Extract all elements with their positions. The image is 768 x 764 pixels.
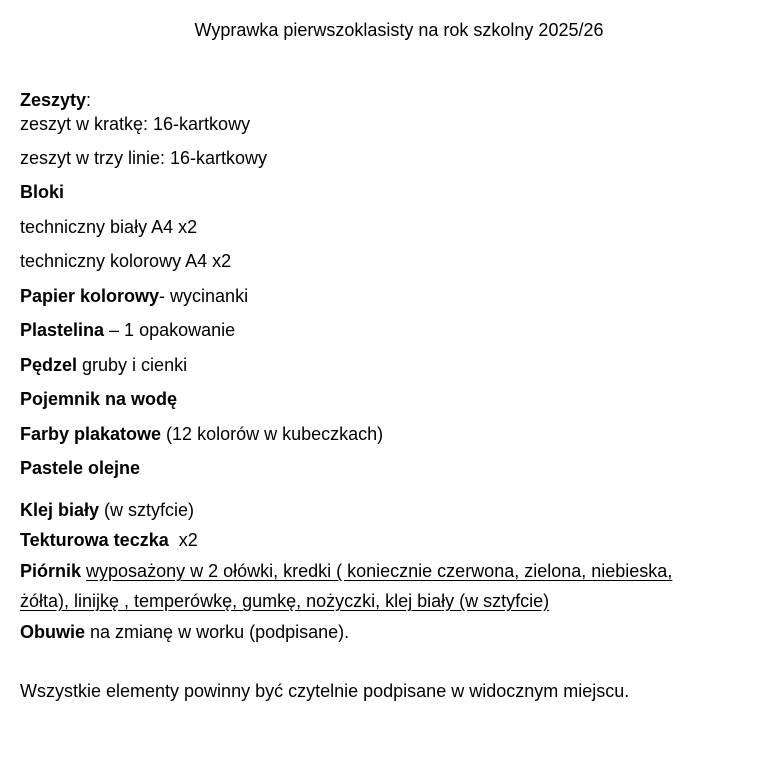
- item-text: zeszyt w kratkę: 16-kartkowy: [20, 114, 251, 134]
- item-label: Farby plakatowe: [20, 424, 162, 444]
- list-item-klej: [20, 498, 758, 522]
- item-label: Bloki: [20, 182, 65, 202]
- list-item-pastele: [20, 456, 758, 480]
- list-item-plastelina: [20, 318, 758, 342]
- item-text: (w sztyfcie): [99, 500, 195, 520]
- item-text: - wycinanki: [159, 286, 249, 306]
- item-label: Obuwie: [20, 622, 86, 642]
- item-label: Pędzel: [20, 355, 78, 375]
- item-text: :: [86, 90, 92, 110]
- item-text: – 1 opakowanie: [104, 320, 236, 340]
- item-text: (12 kolorów w kubeczkach): [161, 424, 384, 444]
- item-label: Piórnik: [20, 561, 82, 581]
- list-item-piornik-continued: [20, 589, 758, 613]
- item-text-underlined: żółta), linijkę , temperówkę, gumkę, nożyczki, klej biały (w sztyfcie): [20, 591, 550, 611]
- item-text: zeszyt w trzy linie: 16-kartkowy: [20, 148, 268, 168]
- list-item-pedzel: [20, 353, 758, 377]
- item-text: gruby i cienki: [77, 355, 188, 375]
- list-item-piornik: [20, 559, 758, 583]
- list-item-blok-kolorowy: [20, 249, 758, 273]
- closing-note: Wszystkie elementy powinny być czytelnie podpisane w widocznym miejscu.: [20, 681, 630, 701]
- item-label: Pastele olejne: [20, 458, 141, 478]
- list-item-pojemnik: [20, 387, 758, 411]
- item-text: techniczny biały A4 x2: [20, 217, 198, 237]
- item-text-underlined: wyposażony w 2 ołówki, kredki ( koniecznie czerwona, zielona, niebieska,: [86, 561, 673, 581]
- item-label: Papier kolorowy: [20, 286, 160, 306]
- list-item-zeszyt-linie: [20, 146, 758, 170]
- item-label: Plastelina: [20, 320, 105, 340]
- item-label: Pojemnik na wodę: [20, 389, 178, 409]
- item-label: Klej biały: [20, 500, 100, 520]
- list-item-bloki: [20, 180, 758, 204]
- list-item-obuwie: [20, 620, 758, 644]
- list-item-teczka: [20, 528, 758, 552]
- list-item-farby: [20, 422, 758, 446]
- list-item-zeszyt-kratka: [20, 112, 758, 136]
- list-item-zeszyty: [20, 88, 758, 112]
- item-label: Tekturowa teczka: [20, 530, 169, 550]
- item-text: techniczny kolorowy A4 x2: [20, 251, 232, 271]
- document-title: Wyprawka pierwszoklasisty na rok szkolny 2025/26: [194, 20, 604, 40]
- item-label: Zeszyty: [20, 90, 87, 110]
- item-text: na zmianę w worku (podpisane).: [85, 622, 350, 642]
- list-item-blok-bialy: [20, 215, 758, 239]
- item-text: x2: [168, 530, 198, 550]
- list-item-papier: [20, 284, 758, 308]
